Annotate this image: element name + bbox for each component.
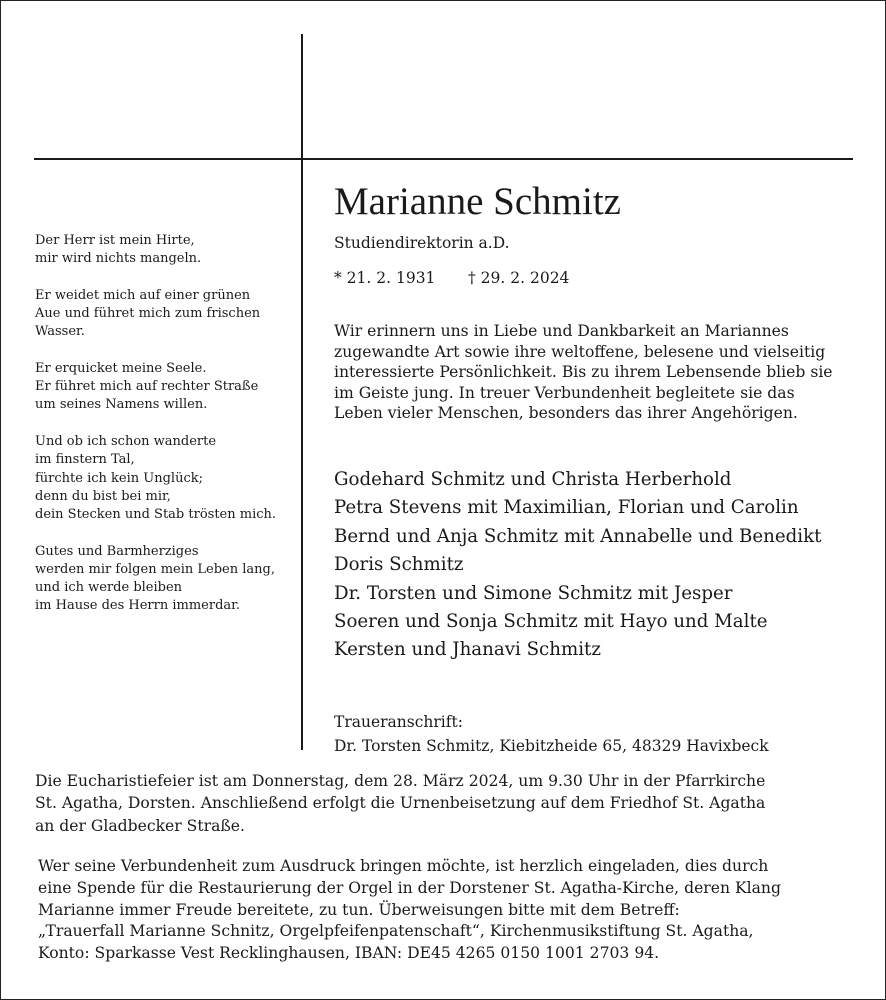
life-dates <box>334 268 570 288</box>
memorial-line: im Geiste jung. In treuer Verbundenheit begleitete sie das <box>334 383 795 402</box>
psalm-line: denn du bist bei mir, <box>35 488 171 504</box>
mourner-entry: Dr. Torsten und Simone Schmitz mit Jesper <box>334 582 733 604</box>
memorial-text <box>334 321 854 424</box>
donation-line: Wer seine Verbundenheit zum Ausdruck bringen möchte, ist herzlich eingeladen, dies durch <box>38 857 769 875</box>
psalm-line: mir wird nichts mangeln. <box>35 251 202 267</box>
psalm-line: Er führet mich auf rechter Straße <box>35 379 259 395</box>
service-line: St. Agatha, Dorsten. Anschließend erfolgt die Urnenbeisetzung auf dem Friedhof St. Agatha <box>35 794 766 813</box>
mourning-address <box>334 710 769 758</box>
mourner-entry: Bernd und Anja Schmitz mit Annabelle und Benedikt <box>334 525 822 547</box>
service-line: Die Eucharistiefeier ist am Donnerstag, dem 28. März 2024, um 9.30 Uhr in der Pfarrkirche <box>35 772 766 790</box>
psalm-line: Er erquicket meine Seele. <box>35 361 207 377</box>
deceased-name: Marianne Schmitz <box>334 180 621 223</box>
donation-info <box>38 856 781 965</box>
birth-date: * 21. 2. 1931 <box>334 269 436 287</box>
memorial-line: zugewandte Art sowie ihre weltoffene, belesene und vielseitig <box>334 342 826 361</box>
address-label: Traueranschrift: <box>334 713 463 731</box>
mourner-entry: Godehard Schmitz und Christa Herberhold <box>334 469 732 490</box>
mourner-entry: Doris Schmitz <box>334 554 464 576</box>
memorial-line: interessierte Persönlichkeit. Bis zu ihrem Lebensende blieb sie <box>334 363 833 382</box>
memorial-line: Wir erinnern uns in Liebe und Dankbarkeit an Mariannes <box>334 322 789 340</box>
mourner-entry: Kersten und Jhanavi Schmitz <box>334 639 601 661</box>
deceased-title: Studiendirektorin a.D. <box>334 234 510 252</box>
psalm-line: fürchte ich kein Unglück; <box>35 470 203 486</box>
psalm-line: Und ob ich schon wanderte <box>35 434 217 450</box>
psalm-line: werden mir folgen mein Leben lang, <box>35 561 275 577</box>
cross-vertical-bar <box>301 34 303 750</box>
psalm-stanza <box>35 433 295 524</box>
cross-horizontal-bar <box>34 158 853 160</box>
death-date: † 29. 2. 2024 <box>468 269 570 287</box>
donation-line: Konto: Sparkasse Vest Recklinghausen, IBAN: DE45 4265 0150 1001 2703 94. <box>38 944 660 963</box>
psalm-line: Wasser. <box>35 324 85 340</box>
mourners-list <box>334 466 821 665</box>
donation-line: eine Spende für die Restaurierung der Orgel in der Dorstener St. Agatha-Kirche, deren Klang <box>38 878 781 897</box>
psalm-line: Der Herr ist mein Hirte, <box>35 233 195 248</box>
donation-line: Marianne immer Freude bereitete, zu tun. Überweisungen bitte mit dem Betreff: <box>38 900 680 919</box>
address-value: Dr. Torsten Schmitz, Kiebitzheide 65, 48329 Havixbeck <box>334 737 769 755</box>
psalm-line: um seines Namens willen. <box>35 397 208 413</box>
funeral-service-info <box>35 770 765 837</box>
psalm-line: und ich werde bleiben <box>35 580 183 596</box>
psalm-stanza <box>35 360 295 415</box>
psalm-stanza <box>35 232 295 268</box>
psalm-line: dein Stecken und Stab trösten mich. <box>35 506 277 522</box>
memorial-line: Leben vieler Menschen, besonders das ihrer Angehörigen. <box>334 404 798 423</box>
donation-line: „Trauerfall Marianne Schnitz, Orgelpfeifenpatenschaft“, Kirchenmusikstiftung St. Agatha, <box>38 922 754 941</box>
psalm-line: Gutes und Barmherziges <box>35 543 199 559</box>
service-line: an der Gladbecker Straße. <box>35 816 245 835</box>
psalm-line: im finstern Tal, <box>35 452 135 468</box>
psalm-line: im Hause des Herrn immerdar. <box>35 598 241 614</box>
psalm-line: Aue und führet mich zum frischen <box>35 306 261 322</box>
psalm-line: Er weidet mich auf einer grünen <box>35 287 251 303</box>
mourner-entry: Soeren und Sonja Schmitz mit Hayo und Malte <box>334 611 768 633</box>
psalm-stanza <box>35 287 295 342</box>
psalm-stanza <box>35 543 295 616</box>
psalm-text <box>35 232 295 634</box>
mourner-entry: Petra Stevens mit Maximilian, Florian und Carolin <box>334 497 799 519</box>
